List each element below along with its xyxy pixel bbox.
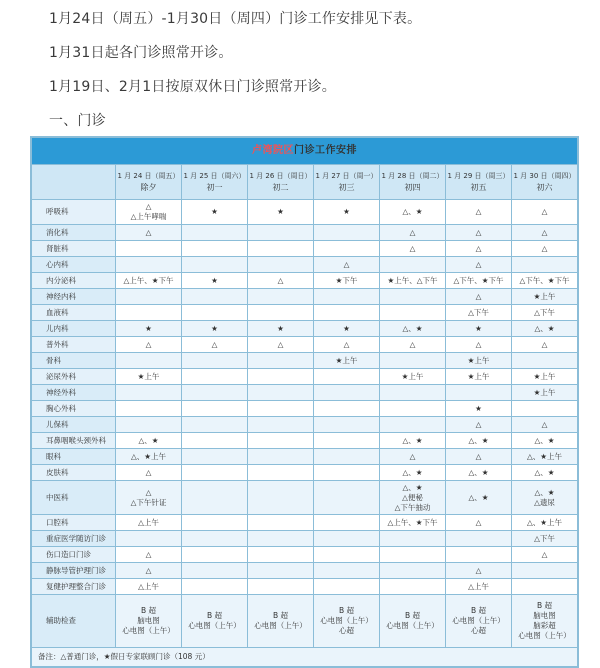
schedule-cell: B 超 心电图（上午） bbox=[248, 595, 314, 648]
schedule-cell: B 超 心电图（上午） bbox=[182, 595, 248, 648]
schedule-cell bbox=[380, 547, 446, 563]
schedule-cell bbox=[446, 385, 512, 401]
schedule-cell: ★上午 bbox=[380, 369, 446, 385]
table-row bbox=[32, 321, 578, 337]
schedule-note-row bbox=[32, 648, 578, 667]
schedule-cell bbox=[314, 241, 380, 257]
schedule-cell bbox=[314, 481, 380, 515]
schedule-body bbox=[32, 200, 578, 667]
schedule-cell: ★下午 bbox=[314, 273, 380, 289]
header-day-2 bbox=[182, 165, 248, 200]
schedule-cell: △ bbox=[116, 337, 182, 353]
schedule-cell bbox=[182, 465, 248, 481]
schedule-cell: ★上午 bbox=[446, 353, 512, 369]
schedule-cell bbox=[248, 353, 314, 369]
schedule-cell bbox=[248, 563, 314, 579]
schedule-cell bbox=[182, 547, 248, 563]
schedule-cell bbox=[512, 401, 578, 417]
schedule-cell: △ bbox=[446, 257, 512, 273]
header-lunar-day: 初四 bbox=[404, 183, 421, 192]
header-date: 1 月 28 日（周二） bbox=[381, 172, 444, 180]
table-row bbox=[32, 257, 578, 273]
schedule-cell: △上午、★下午 bbox=[380, 515, 446, 531]
schedule-cell: △下午 bbox=[512, 531, 578, 547]
schedule-cell bbox=[380, 257, 446, 273]
schedule-title-hospital: 卢湾院区 bbox=[252, 145, 294, 156]
schedule-cell: △上午 bbox=[446, 579, 512, 595]
header-corner bbox=[32, 165, 116, 200]
header-date: 1 月 25 日（周六） bbox=[183, 172, 246, 180]
schedule-cell: △ bbox=[314, 337, 380, 353]
table-row bbox=[32, 401, 578, 417]
schedule-cell: ★上午 bbox=[512, 369, 578, 385]
notice-line-2: 1月31日起各门诊照常开诊。 bbox=[49, 45, 233, 61]
schedule-cell bbox=[248, 289, 314, 305]
schedule-cell bbox=[314, 579, 380, 595]
schedule-cell bbox=[314, 449, 380, 465]
schedule-cell: △ bbox=[116, 225, 182, 241]
schedule-cell bbox=[248, 241, 314, 257]
schedule-cell bbox=[116, 401, 182, 417]
schedule-cell bbox=[248, 225, 314, 241]
schedule-cell bbox=[314, 385, 380, 401]
schedule-cell: △、★ bbox=[446, 433, 512, 449]
schedule-cell bbox=[182, 401, 248, 417]
schedule-cell: △、★ bbox=[512, 433, 578, 449]
schedule-cell bbox=[248, 417, 314, 433]
schedule-cell bbox=[182, 225, 248, 241]
schedule-cell bbox=[380, 305, 446, 321]
schedule-cell: △、★ bbox=[446, 465, 512, 481]
schedule-cell bbox=[116, 385, 182, 401]
schedule-cell bbox=[314, 515, 380, 531]
table-row bbox=[32, 481, 578, 515]
schedule-cell: △、★上午 bbox=[512, 515, 578, 531]
department-name: 呼吸科 bbox=[32, 200, 116, 225]
table-row bbox=[32, 289, 578, 305]
table-row bbox=[32, 547, 578, 563]
schedule-cell: △ bbox=[116, 547, 182, 563]
schedule-cell: △ bbox=[380, 337, 446, 353]
table-row bbox=[32, 417, 578, 433]
schedule-cell: △、★ △遗尿 bbox=[512, 481, 578, 515]
table-row bbox=[32, 337, 578, 353]
schedule-cell bbox=[248, 515, 314, 531]
header-lunar-day: 初一 bbox=[206, 183, 223, 192]
department-name: 心内科 bbox=[32, 257, 116, 273]
table-row bbox=[32, 579, 578, 595]
schedule-cell bbox=[248, 305, 314, 321]
schedule-cell: ★ bbox=[314, 321, 380, 337]
schedule-cell bbox=[380, 417, 446, 433]
schedule-cell bbox=[182, 563, 248, 579]
schedule-cell: △ bbox=[446, 515, 512, 531]
department-name: 伤口造口门诊 bbox=[32, 547, 116, 563]
department-name: 口腔科 bbox=[32, 515, 116, 531]
schedule-cell: △ bbox=[182, 337, 248, 353]
schedule-cell bbox=[380, 531, 446, 547]
header-day-6 bbox=[446, 165, 512, 200]
department-name: 眼科 bbox=[32, 449, 116, 465]
schedule-cell: △ bbox=[512, 337, 578, 353]
schedule-cell: △ bbox=[116, 563, 182, 579]
schedule-cell bbox=[248, 369, 314, 385]
schedule-cell bbox=[182, 449, 248, 465]
schedule-cell bbox=[314, 531, 380, 547]
schedule-cell: ★ bbox=[248, 200, 314, 225]
schedule-cell bbox=[182, 257, 248, 273]
schedule-cell bbox=[380, 289, 446, 305]
department-name: 血液科 bbox=[32, 305, 116, 321]
schedule-cell: △ bbox=[446, 241, 512, 257]
table-row bbox=[32, 449, 578, 465]
schedule-cell bbox=[314, 417, 380, 433]
schedule-cell: △、★上午 bbox=[116, 449, 182, 465]
schedule-cell bbox=[182, 369, 248, 385]
schedule-note: 备注：△普通门诊，★假日专家联顾门诊（108 元） bbox=[32, 648, 578, 667]
schedule-cell bbox=[380, 401, 446, 417]
schedule-cell bbox=[248, 433, 314, 449]
schedule-cell bbox=[182, 433, 248, 449]
schedule-cell bbox=[314, 289, 380, 305]
schedule-cell: △、★上午 bbox=[512, 449, 578, 465]
department-name: 辅助检查 bbox=[32, 595, 116, 648]
table-row bbox=[32, 595, 578, 648]
department-name: 儿内科 bbox=[32, 321, 116, 337]
schedule-cell bbox=[248, 465, 314, 481]
schedule-cell: △ △上午哮喘 bbox=[116, 200, 182, 225]
table-row bbox=[32, 385, 578, 401]
schedule-cell bbox=[182, 289, 248, 305]
schedule-cell bbox=[512, 563, 578, 579]
department-name: 内分泌科 bbox=[32, 273, 116, 289]
schedule-cell: △上午 bbox=[116, 515, 182, 531]
header-lunar-day: 初六 bbox=[536, 183, 553, 192]
schedule-cell bbox=[446, 547, 512, 563]
schedule-cell bbox=[116, 531, 182, 547]
schedule-cell bbox=[116, 353, 182, 369]
header-date: 1 月 24 日（周五） bbox=[117, 172, 180, 180]
schedule-cell bbox=[248, 385, 314, 401]
notice-line-3: 1月19日、2月1日按原双休日门诊照常开诊。 bbox=[49, 79, 336, 95]
schedule-cell bbox=[314, 401, 380, 417]
department-name: 胸心外科 bbox=[32, 401, 116, 417]
table-row bbox=[32, 369, 578, 385]
schedule-cell bbox=[314, 305, 380, 321]
schedule-cell bbox=[380, 353, 446, 369]
department-name: 中医科 bbox=[32, 481, 116, 515]
schedule-cell: ★ bbox=[182, 200, 248, 225]
schedule-cell: △、★ bbox=[380, 433, 446, 449]
schedule-cell bbox=[248, 531, 314, 547]
header-date: 1 月 26 日（周日） bbox=[249, 172, 312, 180]
department-name: 耳鼻咽喉头颈外科 bbox=[32, 433, 116, 449]
schedule-cell bbox=[182, 531, 248, 547]
header-date: 1 月 30 日（周四） bbox=[513, 172, 576, 180]
schedule-cell: △ bbox=[380, 449, 446, 465]
schedule-cell bbox=[182, 385, 248, 401]
schedule-cell bbox=[182, 515, 248, 531]
schedule-cell: △、★ bbox=[380, 321, 446, 337]
header-day-4 bbox=[314, 165, 380, 200]
schedule-cell bbox=[182, 241, 248, 257]
schedule-cell: ★ bbox=[446, 321, 512, 337]
schedule-cell bbox=[512, 579, 578, 595]
schedule-cell: △ bbox=[446, 337, 512, 353]
schedule-cell bbox=[314, 465, 380, 481]
header-lunar-day: 初五 bbox=[470, 183, 487, 192]
schedule-cell: △下午、★下午 bbox=[446, 273, 512, 289]
schedule-cell: △ bbox=[446, 225, 512, 241]
schedule-cell bbox=[512, 257, 578, 273]
department-name: 静脉导管护理门诊 bbox=[32, 563, 116, 579]
table-row bbox=[32, 241, 578, 257]
schedule-cell: △上午、★下午 bbox=[116, 273, 182, 289]
schedule-title-row bbox=[32, 138, 578, 165]
schedule-cell: △下午 bbox=[512, 305, 578, 321]
schedule-cell: ★ bbox=[314, 200, 380, 225]
schedule-cell bbox=[446, 531, 512, 547]
schedule-cell: ★ bbox=[182, 273, 248, 289]
schedule-cell: △ bbox=[116, 465, 182, 481]
header-date: 1 月 29 日（周三） bbox=[447, 172, 510, 180]
schedule-cell bbox=[314, 433, 380, 449]
schedule-cell bbox=[182, 417, 248, 433]
schedule-cell bbox=[314, 369, 380, 385]
department-name: 泌尿外科 bbox=[32, 369, 116, 385]
schedule-cell bbox=[248, 579, 314, 595]
schedule-cell bbox=[248, 449, 314, 465]
schedule-cell bbox=[116, 257, 182, 273]
department-name: 皮肤科 bbox=[32, 465, 116, 481]
schedule-cell: ★ bbox=[182, 321, 248, 337]
schedule-cell: ★ bbox=[248, 321, 314, 337]
table-row bbox=[32, 465, 578, 481]
schedule-cell bbox=[380, 579, 446, 595]
schedule-cell: △ bbox=[446, 449, 512, 465]
schedule-cell: B 超 心电图（上午） bbox=[380, 595, 446, 648]
schedule-cell bbox=[314, 563, 380, 579]
schedule-cell: △下午、★下午 bbox=[512, 273, 578, 289]
department-name: 普外科 bbox=[32, 337, 116, 353]
table-row bbox=[32, 200, 578, 225]
schedule-cell bbox=[182, 579, 248, 595]
schedule-cell: △ bbox=[248, 273, 314, 289]
schedule-cell: ★上午 bbox=[446, 369, 512, 385]
schedule-cell: △、★ bbox=[446, 481, 512, 515]
schedule-cell bbox=[182, 481, 248, 515]
schedule-cell bbox=[380, 385, 446, 401]
schedule-cell bbox=[248, 257, 314, 273]
schedule-cell: B 超 脑电图 脑彩超 心电图（上午） bbox=[512, 595, 578, 648]
schedule-cell: △ bbox=[512, 547, 578, 563]
department-name: 复健护理整合门诊 bbox=[32, 579, 116, 595]
schedule-cell: ★ bbox=[446, 401, 512, 417]
schedule-cell bbox=[116, 417, 182, 433]
schedule-cell: △ △下午针证 bbox=[116, 481, 182, 515]
schedule-cell: △ bbox=[380, 241, 446, 257]
schedule-cell: △上午 bbox=[116, 579, 182, 595]
table-row bbox=[32, 273, 578, 289]
schedule-cell: △ bbox=[512, 200, 578, 225]
header-day-1 bbox=[116, 165, 182, 200]
schedule-cell bbox=[116, 241, 182, 257]
schedule-title bbox=[32, 138, 578, 165]
table-row bbox=[32, 433, 578, 449]
department-name: 重症医学随访门诊 bbox=[32, 531, 116, 547]
schedule-cell bbox=[512, 353, 578, 369]
schedule-cell: ★上午 bbox=[512, 289, 578, 305]
schedule-cell bbox=[182, 353, 248, 369]
schedule-cell bbox=[248, 401, 314, 417]
header-day-7 bbox=[512, 165, 578, 200]
department-name: 儿保科 bbox=[32, 417, 116, 433]
schedule-cell: △ bbox=[248, 337, 314, 353]
schedule-cell: △ bbox=[380, 225, 446, 241]
schedule-cell bbox=[116, 289, 182, 305]
schedule-cell: B 超 心电图（上午） 心超 bbox=[446, 595, 512, 648]
header-lunar-day: 初二 bbox=[272, 183, 289, 192]
schedule-table bbox=[31, 137, 578, 667]
schedule-cell: △ bbox=[314, 257, 380, 273]
schedule-cell: △ bbox=[446, 563, 512, 579]
schedule-cell: △、★ bbox=[512, 321, 578, 337]
schedule-cell: ★上午 bbox=[512, 385, 578, 401]
schedule-cell: △下午 bbox=[446, 305, 512, 321]
schedule-cell: △ bbox=[446, 417, 512, 433]
schedule-cell bbox=[248, 547, 314, 563]
header-date: 1 月 27 日（周一） bbox=[315, 172, 378, 180]
header-day-5 bbox=[380, 165, 446, 200]
schedule-cell: △ bbox=[446, 200, 512, 225]
header-day-3 bbox=[248, 165, 314, 200]
schedule-cell: ★上午 bbox=[314, 353, 380, 369]
schedule-cell: △ bbox=[512, 417, 578, 433]
header-lunar-day: 除夕 bbox=[140, 183, 157, 192]
department-name: 神经内科 bbox=[32, 289, 116, 305]
department-name: 消化科 bbox=[32, 225, 116, 241]
schedule-cell: △、★ bbox=[380, 465, 446, 481]
schedule-cell: △ bbox=[512, 225, 578, 241]
notice-line-1: 1月24日（周五）-1月30日（周四）门诊工作安排见下表。 bbox=[49, 11, 422, 27]
schedule-cell: △、★ bbox=[380, 200, 446, 225]
table-row bbox=[32, 353, 578, 369]
schedule-title-rest: 门诊工作安排 bbox=[294, 145, 357, 156]
schedule-cell bbox=[380, 563, 446, 579]
schedule-cell: ★上午 bbox=[116, 369, 182, 385]
schedule-cell bbox=[314, 547, 380, 563]
header-lunar-day: 初三 bbox=[338, 183, 355, 192]
table-row bbox=[32, 563, 578, 579]
table-row bbox=[32, 305, 578, 321]
schedule-cell: △、★ bbox=[116, 433, 182, 449]
schedule-cell: △、★ bbox=[512, 465, 578, 481]
department-name: 神经外科 bbox=[32, 385, 116, 401]
schedule-cell: ★ bbox=[116, 321, 182, 337]
schedule-cell: △ bbox=[446, 289, 512, 305]
schedule-header-row bbox=[32, 165, 578, 200]
schedule-cell bbox=[248, 481, 314, 515]
schedule-cell: △、★ △便秘 △下午抽动 bbox=[380, 481, 446, 515]
schedule-cell: B 超 脑电图 心电图（上午） bbox=[116, 595, 182, 648]
schedule-table-container bbox=[30, 136, 579, 668]
table-row bbox=[32, 225, 578, 241]
schedule-cell: △ bbox=[512, 241, 578, 257]
department-name: 肾脏科 bbox=[32, 241, 116, 257]
schedule-cell bbox=[116, 305, 182, 321]
schedule-cell: ★上午、△下午 bbox=[380, 273, 446, 289]
schedule-cell: B 超 心电图（上午） 心超 bbox=[314, 595, 380, 648]
section-heading-outpatient: 一、门诊 bbox=[49, 113, 106, 129]
table-row bbox=[32, 531, 578, 547]
table-row bbox=[32, 515, 578, 531]
schedule-cell bbox=[182, 305, 248, 321]
department-name: 骨科 bbox=[32, 353, 116, 369]
schedule-cell bbox=[314, 225, 380, 241]
